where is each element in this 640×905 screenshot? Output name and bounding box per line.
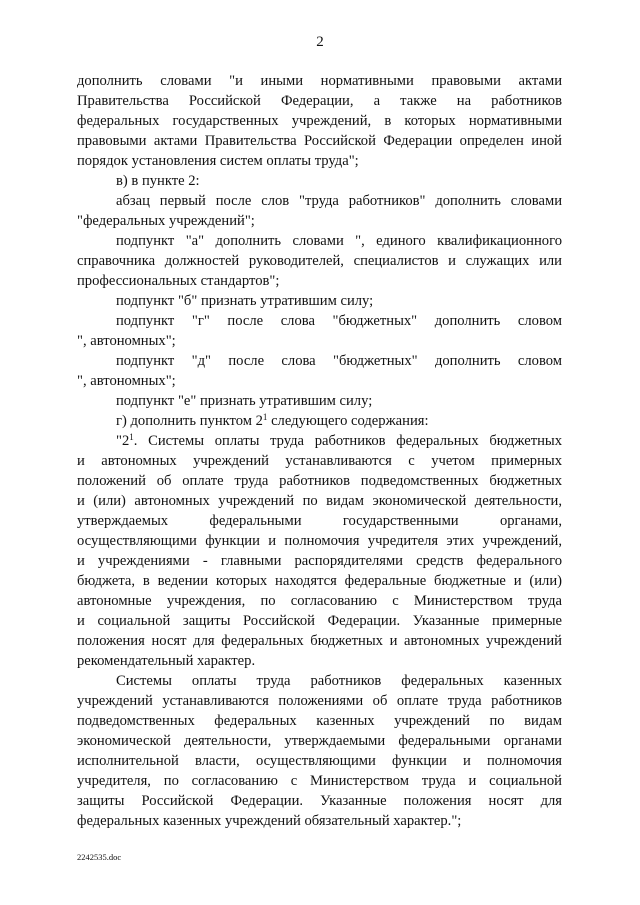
text-line: и (или) автономных учреждений по видам экономической деятельности, [77, 493, 562, 509]
text-line: учредителя, по согласованию с Министерством труда и социальной [77, 773, 562, 789]
text-line: подпункт "б" признать утратившим силу; [116, 293, 374, 309]
text-line: и социальной защиты Российской Федерации. Указанные примерные [77, 613, 562, 629]
text-line: федеральных государственных учреждений, в которых нормативными [77, 113, 562, 129]
text-line: ", автономных"; [77, 333, 176, 349]
superscript: 1 [262, 412, 268, 422]
text-line: экономической деятельности, утверждаемыми федеральными органами [77, 733, 562, 749]
text-line: осуществляющими функции и полномочия учредителя этих учреждений, [77, 533, 562, 549]
text-line: исполнительной власти, осуществляющими функции и полномочия [77, 753, 562, 769]
text-line [116, 412, 562, 430]
text-line: бюджета, в ведении которых находятся федеральные бюджетные и (или) [77, 573, 562, 589]
page-number: 2 [316, 34, 324, 50]
text-line: правовыми актами Правительства Российской Федерации определен иной [77, 133, 562, 149]
text-line: утверждаемых федеральными государственными органами, [77, 513, 562, 529]
text-line: абзац первый после слов "труда работников" дополнить словами [116, 193, 562, 209]
text-fragment: "2 [116, 433, 130, 449]
text-line: справочника должностей руководителей, специалистов и служащих или [77, 253, 562, 269]
text-line: федеральных казенных учреждений обязательный характер."; [77, 813, 462, 829]
text-line: и учреждениями - главными распорядителями средств федерального [77, 553, 562, 569]
text-line [116, 432, 562, 450]
text-line: подведомственных федеральных казенных учреждений по видам [77, 713, 562, 729]
text-line: автономные учреждения, по согласованию с Министерством труда [77, 593, 562, 609]
text-line: подпункт "е" признать утратившим силу; [116, 393, 373, 409]
file-name-footer: 2242535.doc [77, 852, 122, 862]
text-line: и автономных учреждений устанавливаются с учетом примерных [77, 453, 562, 469]
text-line: Системы оплаты труда работников федеральных казенных [116, 673, 562, 689]
text-line: защиты Российской Федерации. Указанные положения носят для [77, 793, 562, 809]
text-line: подпункт "г" после слова "бюджетных" дополнить словом [116, 313, 562, 329]
text-line: подпункт "а" дополнить словами ", единого квалификационного [116, 233, 562, 249]
text-line: положения носят для федеральных бюджетных и автономных учреждений [77, 633, 562, 649]
text-fragment: следующего содержания: [271, 413, 429, 429]
text-fragment: . Системы оплаты труда работников федеральных бюджетных [133, 433, 562, 449]
text-line: в) в пункте 2: [116, 173, 200, 189]
text-line: положений об оплате труда работников подведомственных бюджетных [77, 473, 562, 489]
text-line: порядок установления систем оплаты труда"; [77, 153, 359, 169]
text-line: профессиональных стандартов"; [77, 273, 280, 289]
superscript: 1 [129, 432, 134, 442]
text-line: дополнить словами "и иными нормативными правовыми актами [77, 73, 562, 89]
text-line: подпункт "д" после слова "бюджетных" дополнить словом [116, 353, 562, 369]
text-line: Правительства Российской Федерации, а также на работников [77, 93, 562, 109]
text-line: ", автономных"; [77, 373, 176, 389]
text-line: рекомендательный характер. [77, 653, 256, 669]
text-line: "федеральных учреждений"; [77, 213, 255, 229]
text-line: учреждений устанавливаются положениями об оплате труда работников [77, 693, 562, 709]
text-fragment: г) дополнить пунктом 2 [116, 413, 263, 429]
